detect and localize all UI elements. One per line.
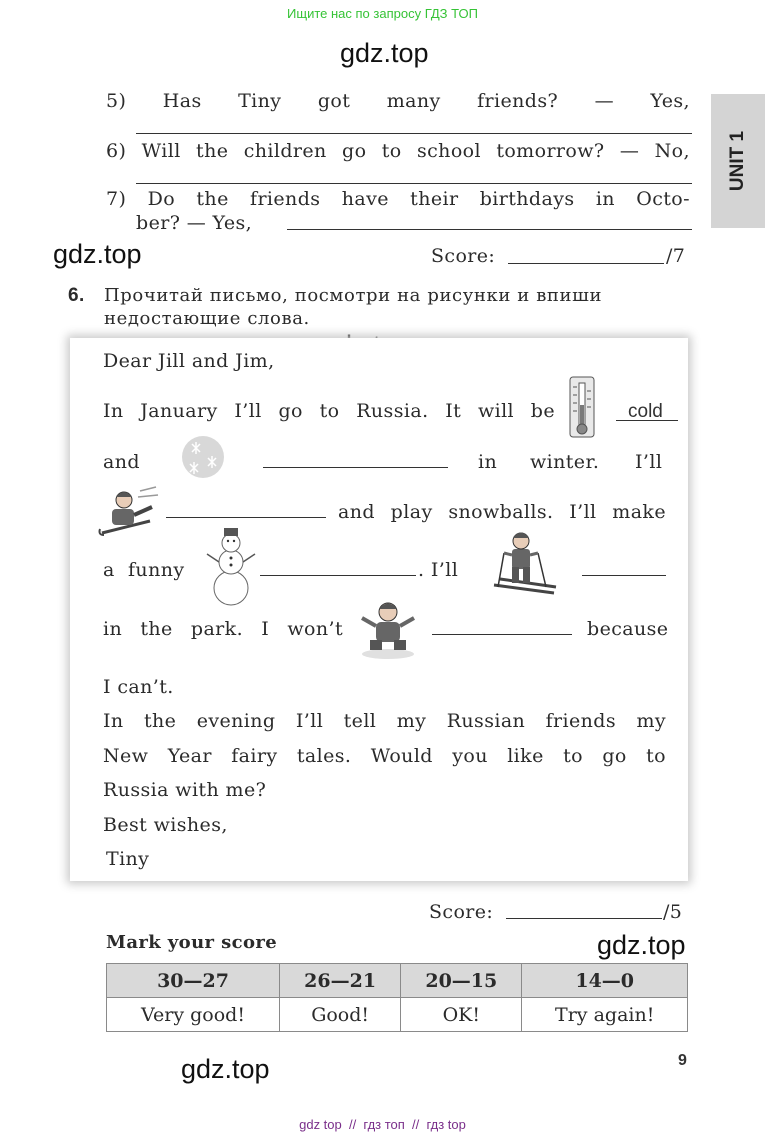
letter-line-3: and play snowballs. I’ll make bbox=[338, 501, 666, 523]
letter-word: funny bbox=[128, 559, 185, 581]
task-number: 6. bbox=[68, 285, 85, 306]
page-number: 9 bbox=[678, 1052, 687, 1069]
letter-word: winter. bbox=[530, 451, 600, 473]
score-grade: Try again! bbox=[522, 998, 688, 1032]
word: — bbox=[594, 90, 614, 112]
search-hint-link[interactable]: Ищите нас по запросу ГДЗ ТОП bbox=[287, 6, 478, 21]
letter-signature: Tiny bbox=[106, 848, 150, 870]
score-total: /5 bbox=[663, 901, 683, 923]
letter-paragraph-line: Russia with me? bbox=[103, 779, 267, 801]
word: the bbox=[196, 140, 229, 162]
score-ranges-row bbox=[107, 964, 688, 998]
answer-blank-2[interactable] bbox=[263, 467, 448, 468]
score-table bbox=[106, 963, 688, 1032]
question-7 bbox=[106, 188, 690, 210]
word: Has bbox=[162, 90, 202, 112]
watermark: gdz.top bbox=[340, 38, 429, 68]
word: the bbox=[196, 188, 229, 210]
word: Do bbox=[147, 188, 176, 210]
letter-word: and bbox=[103, 451, 140, 473]
question-5 bbox=[106, 90, 690, 112]
letter-word: because bbox=[587, 618, 669, 640]
question-number: 5) bbox=[106, 90, 127, 112]
word: birthdays bbox=[479, 188, 575, 210]
word: No, bbox=[654, 140, 690, 162]
letter-greeting: Dear Jill and Jim, bbox=[103, 350, 275, 372]
score-label: Score: bbox=[431, 245, 496, 267]
unit-tab bbox=[711, 94, 765, 228]
letter-word: I’ll bbox=[635, 451, 663, 473]
letter-paragraph-line: New Year fairy tales. Would you like to go to bbox=[103, 745, 666, 767]
question-number: 6) bbox=[106, 140, 127, 162]
word: their bbox=[410, 188, 459, 210]
answer-line-5[interactable] bbox=[136, 133, 692, 134]
skiing-boy-icon bbox=[490, 527, 562, 601]
fallen-boy-icon bbox=[356, 598, 422, 666]
word: Yes, bbox=[650, 90, 690, 112]
watermark: gdz.top bbox=[181, 1054, 270, 1084]
answer-blank-4[interactable] bbox=[260, 575, 416, 576]
letter-line-1: In January I’ll go to Russia. It will be bbox=[103, 400, 555, 422]
word: in bbox=[595, 188, 615, 210]
score-label: Score: bbox=[429, 901, 494, 923]
question-number: 7) bbox=[106, 188, 127, 210]
word: school bbox=[416, 140, 481, 162]
word: children bbox=[243, 140, 327, 162]
answer-blank-6[interactable] bbox=[432, 634, 572, 635]
word: Will bbox=[141, 140, 181, 162]
word: many bbox=[386, 90, 441, 112]
word: friends? bbox=[477, 90, 559, 112]
word: Tiny bbox=[238, 90, 282, 112]
letter-word: . I’ll bbox=[418, 559, 459, 581]
answer-blank-5[interactable] bbox=[582, 575, 666, 576]
unit-tab-label: UNIT 1 bbox=[727, 130, 748, 192]
sledging-boy-icon bbox=[94, 485, 164, 549]
score-range: 26—21 bbox=[280, 964, 401, 998]
score-range: 14—0 bbox=[522, 964, 688, 998]
letter-word: a bbox=[103, 559, 115, 581]
word: tomorrow? bbox=[496, 140, 605, 162]
mark-title: Mark your score bbox=[106, 932, 278, 953]
watermark: gdz.top bbox=[597, 930, 686, 960]
word: friends bbox=[250, 188, 321, 210]
letter-closing: Best wishes, bbox=[103, 814, 228, 836]
question-7-line2: ber? — Yes, bbox=[136, 212, 253, 234]
score-grade: Very good! bbox=[107, 998, 280, 1032]
footer-links[interactable]: gdz top // гдз топ // гдз top bbox=[299, 1117, 466, 1132]
watermark: gdz.top bbox=[53, 239, 142, 269]
letter-line-6: I can’t. bbox=[103, 676, 174, 698]
score-grade: OK! bbox=[401, 998, 522, 1032]
answer-line-6[interactable] bbox=[136, 183, 692, 184]
score-range: 30—27 bbox=[107, 964, 280, 998]
word: got bbox=[317, 90, 351, 112]
score-grade: Good! bbox=[280, 998, 401, 1032]
score-field[interactable] bbox=[508, 263, 664, 264]
word: — bbox=[619, 140, 640, 162]
filled-answer: cold bbox=[628, 401, 663, 422]
letter-paragraph-line: In the evening I’ll tell my Russian friends my bbox=[103, 710, 666, 732]
snowman-icon bbox=[205, 528, 257, 612]
score-range: 20—15 bbox=[401, 964, 522, 998]
score-grades-row bbox=[107, 998, 688, 1032]
letter-word: in bbox=[478, 451, 498, 473]
thermometer-icon bbox=[562, 375, 602, 447]
question-6 bbox=[106, 140, 690, 162]
task-instruction-2: недостающие слова. bbox=[104, 308, 310, 329]
letter-line-5: in the park. I won’t bbox=[103, 618, 343, 640]
word: go bbox=[342, 140, 367, 162]
word: Octo- bbox=[636, 188, 690, 210]
word: to bbox=[381, 140, 402, 162]
answer-blank-3[interactable] bbox=[166, 517, 326, 518]
word: have bbox=[341, 188, 389, 210]
task-instruction-1: Прочитай письмо, посмотри на рисунки и впиши bbox=[104, 285, 603, 306]
answer-line-7[interactable] bbox=[287, 229, 692, 230]
score-total: /7 bbox=[666, 245, 686, 267]
score-field[interactable] bbox=[506, 918, 662, 919]
snowflakes-icon bbox=[180, 434, 226, 484]
